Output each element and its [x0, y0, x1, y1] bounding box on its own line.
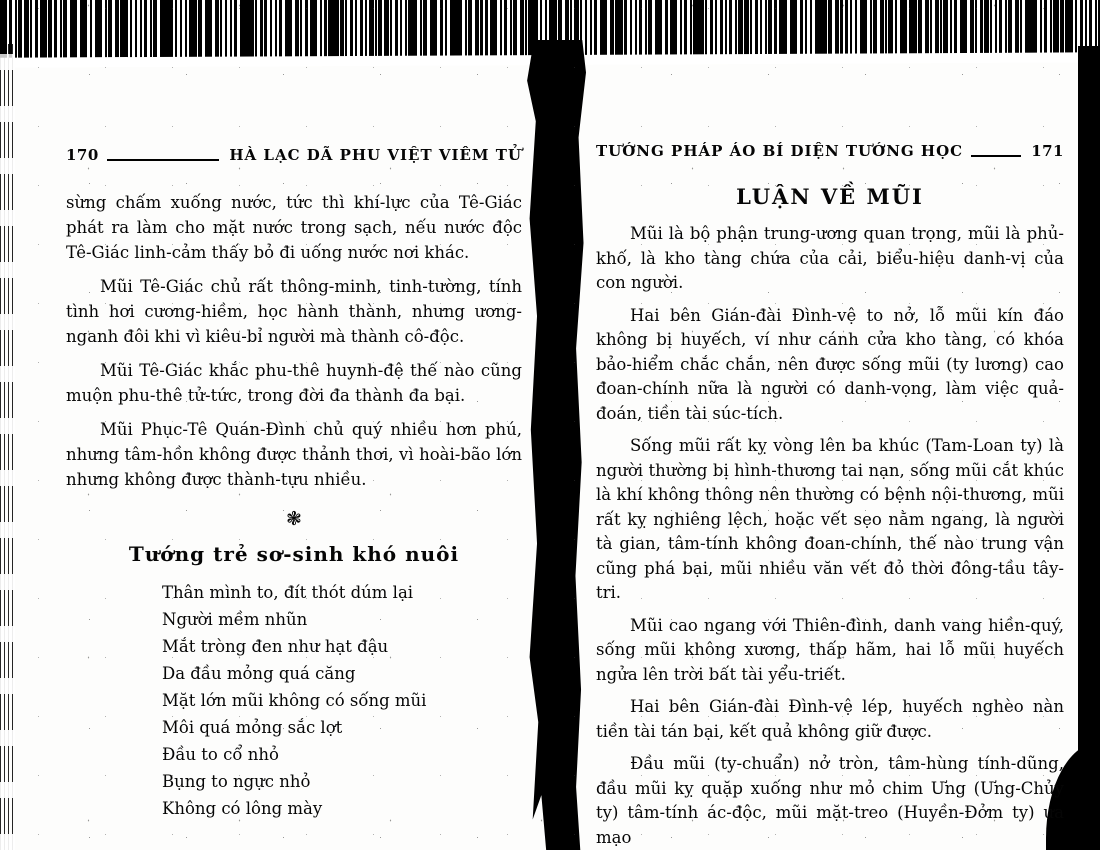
paragraph: Sống mũi rất kỵ vòng lên ba khúc (Tam-Loan ty) là người thường bị hình-thương tai nạn, sống mũi cắt khúc là khí không thông nên thường có bệnh nội-thương, mũi rất kỵ nghiêng lệch, hoặc vết sẹo nằm ngang, là người tà gian, tâm-tính không đoan-chính, thế nào trung vận cũng phá bại, mũi nhiều văn vết đỏ thời đông-tầu tây-tri. [596, 436, 1064, 602]
paragraph: Hai bên Gián-đài Đình-vệ to nở, lỗ mũi kín đáo không bị huyếch, ví như cánh cửa kho tàng, có khóa bảo-hiểm chắc chắn, nên được sống mũi (ty lương) cao đoan-chính nữa là người có danh-vọng, làm việc quả-đoán, tiền tài súc-tích. [596, 305, 1064, 423]
left-page [66, 146, 522, 822]
list-item: Môi quá mỏng sắc lợt [162, 718, 343, 737]
header-rule [107, 159, 220, 161]
left-page-number: 170 [66, 146, 99, 164]
book-gutter [524, 40, 586, 850]
paragraph: Mũi Tê-Giác chủ rất thông-minh, tinh-tường, tính tình hơi cương-hiềm, học hành thành, nhưng ương-nganh đôi khi vì kiêu-bỉ người mà thành cô-độc. [66, 277, 522, 346]
list-item: Người mềm nhũn [162, 610, 308, 629]
paragraph: Hai bên Gián-đài Đình-vệ lép, huyếch nghèo nàn tiền tài tán bại, kết quả không giữ được. [596, 697, 1064, 741]
list-item: Bụng to ngực nhỏ [162, 772, 311, 791]
section-heading: Tướng trẻ sơ-sinh khó nuôi [128, 542, 460, 566]
trait-list [162, 579, 522, 822]
list-item: Không có lông mày [162, 799, 323, 818]
list-item: Thân mình to, đít thót dúm lại [162, 583, 414, 602]
left-running-title: HÀ LẠC DÃ PHU VIỆT VIÊM TỬ [229, 146, 522, 164]
right-scan-edge [1078, 46, 1100, 850]
list-item: Mắt tròng đen như hạt đậu [162, 637, 389, 656]
list-item: Đầu to cổ nhỏ [162, 745, 279, 764]
left-page-body [66, 190, 522, 822]
paragraph: Đầu mũi (ty-chuẩn) nở tròn, tâm-hùng tính-dũng, đầu mũi kỵ quặp xuống như mỏ chim Ưng (Ưng-Chủy ty) tâm-tính ác-độc, mũi mặt-treo (Huyền-Đởm ty) ưa mạo [596, 754, 1064, 847]
list-item: Da đầu mỏng quá căng [162, 664, 356, 683]
paragraph: Mũi Tê-Giác khắc phu-thê huynh-đệ thế nào cũng muộn phu-thê tử-tức, trong đời đa thành đa bại. [66, 361, 522, 405]
list-item: Mặt lớn mũi không có sống mũi [162, 691, 427, 710]
right-page-header [596, 142, 1064, 160]
right-running-title: TƯỚNG PHÁP ÁO BÍ DIỆN TƯỚNG HỌC [596, 142, 964, 160]
paragraph: Mũi cao ngang với Thiên-đình, danh vang hiền-quý, sống mũi không xương, thấp hãm, hai lỗ mũi huyếch ngửa lên trời bất tài yểu-triết. [596, 615, 1064, 684]
chapter-heading: LUẬN VỀ MŨI [736, 184, 924, 209]
section-divider-ornament: ❃ [286, 508, 302, 530]
paragraph: Mũi là bộ phận trung-ương quan trọng, mũi là phủ-khố, là kho tàng chứa của cải, biểu-hiệu danh-vị của con người. [596, 224, 1064, 292]
right-page-body [596, 222, 1064, 850]
header-rule [971, 155, 1021, 157]
left-page-header [66, 146, 522, 164]
right-page [596, 142, 1064, 850]
right-page-number: 171 [1031, 142, 1064, 160]
paragraph: Mũi Phục-Tê Quán-Đình chủ quý nhiều hơn phú, nhưng tâm-hồn không được thảnh thơi, vì hoài-bão lớn nhưng không được thành-tựu nhiều. [66, 420, 522, 489]
left-page-edge-artifact [0, 44, 15, 850]
paragraph: sừng chấm xuống nước, tức thì khí-lực của Tê-Giác phát ra làm cho mặt nước trong sạch, nếu nước độc Tê-Giác linh-cảm thấy bỏ đi uống nước nơi khác. [66, 193, 522, 262]
